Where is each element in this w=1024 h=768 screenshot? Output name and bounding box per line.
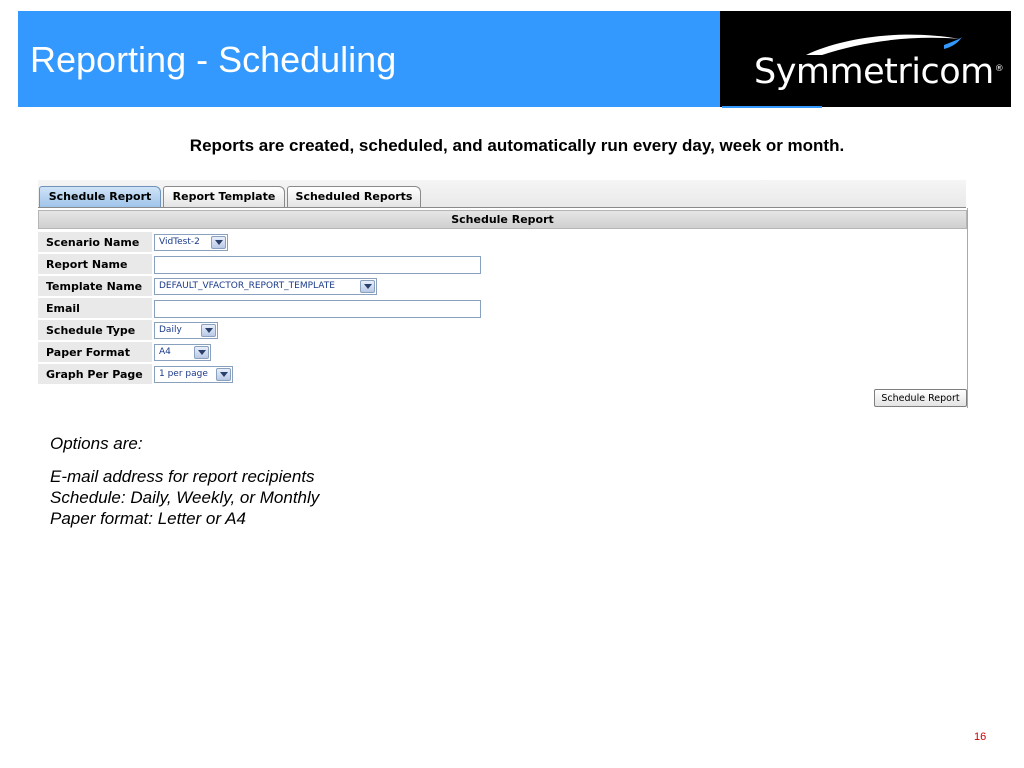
row-template-name (38, 276, 967, 298)
chevron-down-icon[interactable] (211, 236, 226, 249)
schedule-type-label: Schedule Type (38, 320, 152, 341)
report-name-input[interactable] (154, 256, 481, 274)
email-label: Email (38, 298, 152, 319)
schedule-report-panel (38, 180, 968, 408)
form-header: Schedule Report (38, 210, 967, 229)
report-name-label: Report Name (38, 254, 152, 275)
chevron-down-icon[interactable] (360, 280, 375, 293)
options-text (50, 434, 319, 529)
paper-format-select[interactable]: A4 (154, 344, 211, 361)
logo-underline (722, 106, 822, 108)
options-heading: Options are: (50, 434, 143, 453)
chevron-down-icon[interactable] (216, 368, 231, 381)
slide-title: Reporting - Scheduling (30, 39, 397, 80)
scenario-name-label: Scenario Name (38, 232, 152, 253)
email-input[interactable] (154, 300, 481, 318)
chevron-down-icon[interactable] (201, 324, 216, 337)
tab-strip (38, 180, 966, 208)
row-paper-format (38, 342, 967, 364)
template-name-label: Template Name (38, 276, 152, 297)
paper-format-label: Paper Format (38, 342, 152, 363)
page-number: 16 (974, 731, 987, 743)
chevron-down-icon[interactable] (194, 346, 209, 359)
schedule-report-form (38, 208, 968, 408)
slide-subtitle: Reports are created, scheduled, and automatically run every day, week or month. (189, 136, 845, 155)
option-line-email: E-mail address for report recipients (50, 467, 315, 486)
graph-per-page-select[interactable]: 1 per page (154, 366, 233, 383)
schedule-type-select[interactable]: Daily (154, 322, 218, 339)
template-name-select[interactable]: DEFAULT_VFACTOR_REPORT_TEMPLATE (154, 278, 377, 295)
row-email (38, 298, 967, 320)
graph-per-page-label: Graph Per Page (38, 364, 152, 385)
scenario-name-select[interactable]: VidTest-2 (154, 234, 228, 251)
row-schedule-type (38, 320, 967, 342)
schedule-report-button[interactable]: Schedule Report (874, 389, 967, 407)
row-graph-per-page (38, 364, 967, 386)
symmetricom-logo (720, 11, 1011, 107)
tab-schedule-report[interactable]: Schedule Report (39, 186, 161, 207)
row-report-name (38, 254, 967, 276)
tab-report-template[interactable]: Report Template (163, 186, 285, 207)
row-scenario-name (38, 232, 967, 254)
logo-wordmark: Symmetricom® (754, 52, 1004, 92)
option-line-paper-format: Paper format: Letter or A4 (50, 509, 246, 528)
option-line-schedule: Schedule: Daily, Weekly, or Monthly (50, 488, 320, 507)
tab-scheduled-reports[interactable]: Scheduled Reports (287, 186, 421, 207)
